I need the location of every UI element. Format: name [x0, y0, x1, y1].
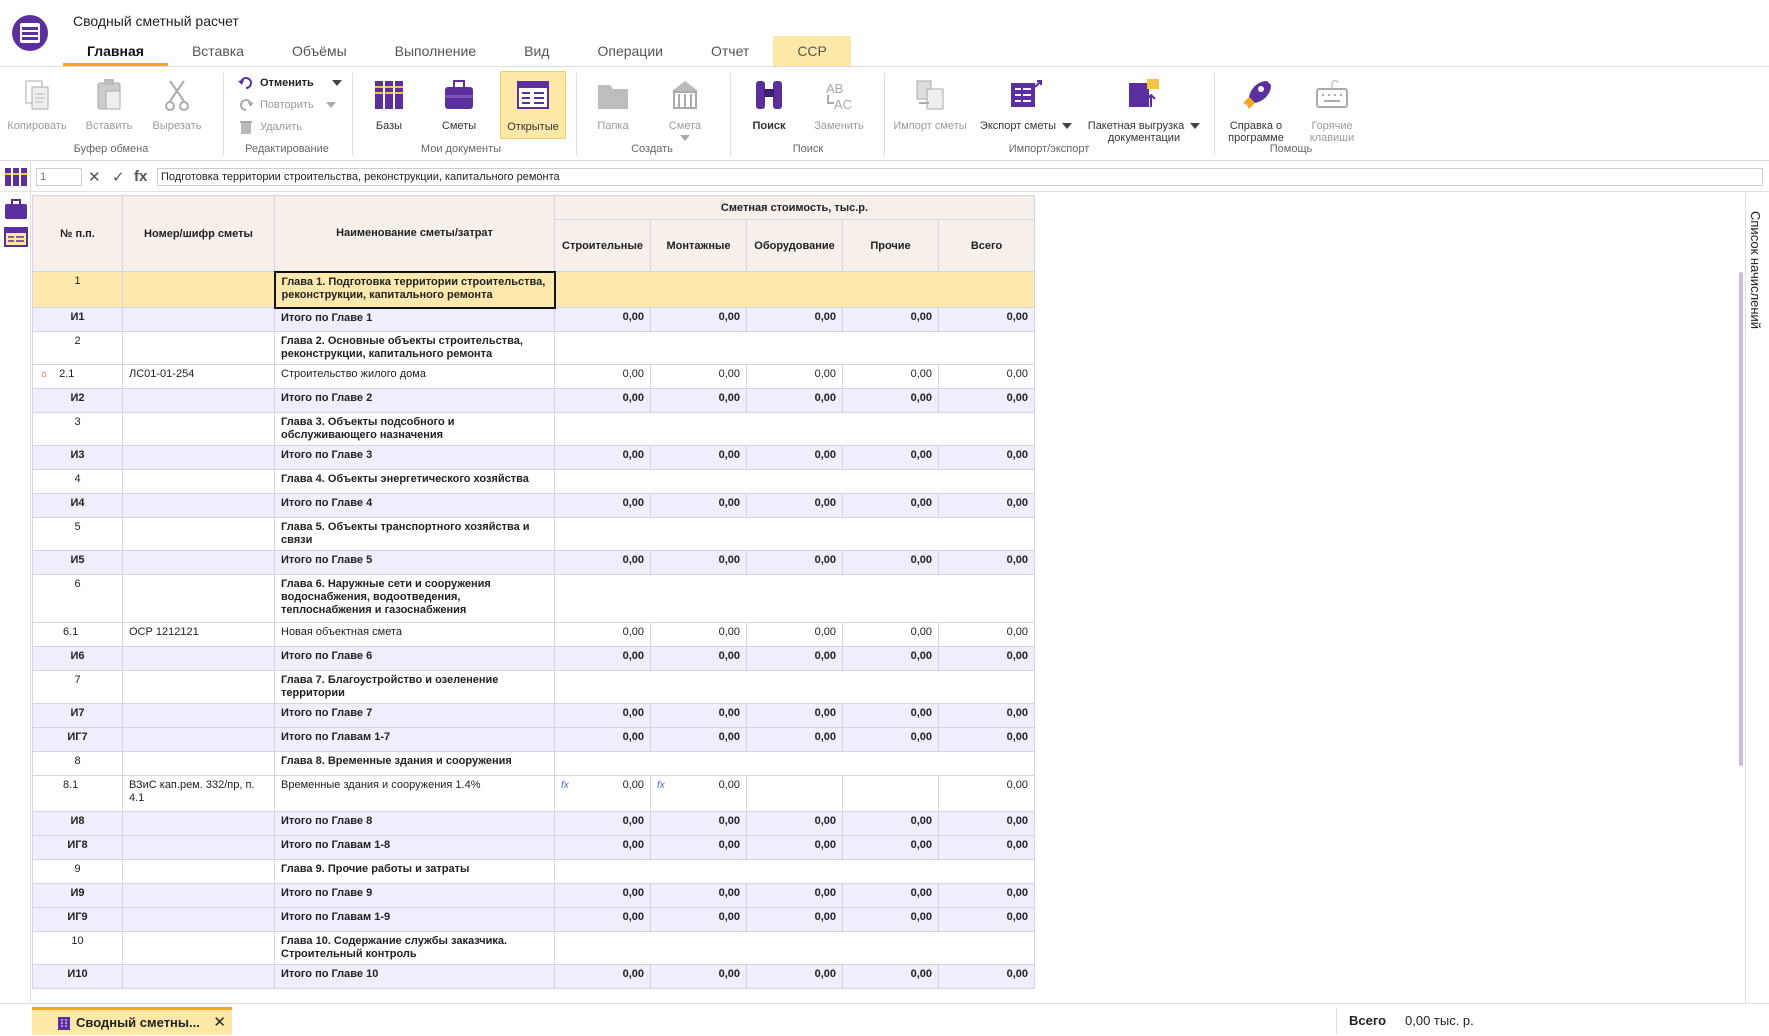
about-button[interactable]: Справка о программе	[1220, 77, 1292, 144]
bases-button[interactable]: Базы	[356, 77, 422, 132]
group-search	[736, 71, 880, 159]
table-row[interactable]: 6.1 ОСР 1212121 Новая объектная смета 0,00 0,00 0,00 0,00 0,00	[33, 623, 1035, 647]
total-value: 0,00 тыс. р.	[1405, 1013, 1474, 1028]
table-row[interactable]: 5 Глава 5. Объекты транспортного хозяйства и связи	[33, 518, 1035, 551]
svg-text:AB: AB	[826, 81, 844, 96]
header-build[interactable]: Строительные	[555, 220, 651, 272]
group-label-search: Поиск	[792, 143, 824, 155]
hotkeys-button[interactable]: Горячие клавиши	[1296, 77, 1368, 144]
document-tab-label: Сводный сметны...	[76, 1015, 200, 1030]
tab-insert[interactable]: Вставка	[191, 43, 244, 59]
document-tab[interactable]	[32, 1007, 232, 1035]
header-mount[interactable]: Монтажные	[651, 220, 747, 272]
group-label-create: Создать	[631, 143, 673, 155]
estimates-button[interactable]: Сметы	[426, 77, 492, 132]
group-editing	[226, 71, 348, 159]
cancel-edit-icon[interactable]: ✕	[88, 169, 101, 186]
replace-button[interactable]: AB AC Заменить	[806, 77, 872, 132]
table-row[interactable]: И8 Итого по Главе 8 0,00 0,00 0,00 0,00 0,00	[33, 812, 1035, 836]
function-icon[interactable]: fx	[134, 168, 148, 185]
table-row[interactable]: 7 Глава 7. Благоустройство и озеленение территории	[33, 671, 1035, 704]
header-cost[interactable]: Сметная стоимость, тыс.р.	[555, 196, 1035, 220]
table-row[interactable]: ИГ8 Итого по Главам 1-8 0,00 0,00 0,00 0,00 0,00	[33, 836, 1035, 860]
formula-icon: fx	[657, 780, 665, 791]
ribbon	[0, 67, 1769, 161]
header-num[interactable]: № п.п.	[33, 196, 123, 272]
paste-icon	[92, 77, 126, 113]
tab-execution[interactable]: Выполнение	[394, 43, 477, 59]
rocket-icon	[1239, 77, 1273, 113]
formula-icon: fx	[561, 780, 569, 791]
table-row[interactable]: И9 Итого по Главе 9 0,00 0,00 0,00 0,00 0,00	[33, 884, 1035, 908]
group-label-help: Помощь	[1269, 143, 1313, 155]
redo-button[interactable]: Повторить	[238, 95, 336, 115]
tab-view[interactable]: Вид	[524, 43, 550, 59]
table-row[interactable]: И3 Итого по Главе 3 0,00 0,00 0,00 0,00 0,00	[33, 446, 1035, 470]
table-row[interactable]: 10 Глава 10. Содержание службы заказчика. Строительный контроль	[33, 932, 1035, 965]
table-row[interactable]: ИГ9 Итого по Главам 1-9 0,00 0,00 0,00 0,00 0,00	[33, 908, 1035, 932]
find-button[interactable]: Поиск	[736, 77, 802, 132]
table-row[interactable]: И5 Итого по Главе 5 0,00 0,00 0,00 0,00 0,00	[33, 551, 1035, 575]
export-estimate-button[interactable]: Экспорт сметы	[976, 77, 1076, 132]
cut-button[interactable]: Вырезать	[144, 77, 210, 132]
table-row[interactable]: 1 Глава 1. Подготовка территории строительства, реконструкции, капитального ремонта	[33, 272, 1035, 308]
charges-list-tab[interactable]: Список начислений	[1748, 211, 1763, 330]
import-icon	[913, 77, 947, 113]
header-name[interactable]: Наименование сметы/затрат	[275, 196, 555, 272]
trash-icon	[238, 120, 254, 134]
keyboard-icon	[1315, 77, 1349, 113]
header-other[interactable]: Прочие	[843, 220, 939, 272]
close-icon[interactable]: ✕	[213, 1014, 226, 1031]
batch-export-button[interactable]: Пакетная выгрузка документации	[1084, 77, 1204, 144]
table-row[interactable]: 9 Глава 9. Прочие работы и затраты	[33, 860, 1035, 884]
group-label-clipboard: Буфер обмена	[73, 143, 149, 155]
header-equip[interactable]: Оборудование	[747, 220, 843, 272]
left-rail	[0, 162, 31, 1002]
folder-button[interactable]: Папка	[580, 77, 646, 132]
table-row[interactable]: 4 Глава 4. Объекты энергетического хозяйства	[33, 470, 1035, 494]
table-row[interactable]: 2 Глава 2. Основные объекты строительства, реконструкции, капитального ремонта	[33, 332, 1035, 365]
briefcase-icon[interactable]	[4, 198, 28, 220]
binoculars-icon	[752, 77, 786, 113]
table-row[interactable]: ☼ 2.1 ЛС01-01-254 Строительство жилого дома 0,00 0,00 0,00 0,00 0,00	[33, 365, 1035, 389]
right-rail	[1745, 193, 1769, 1003]
table-row[interactable]: И6 Итого по Главе 6 0,00 0,00 0,00 0,00 0,00	[33, 647, 1035, 671]
app-logo-icon	[20, 23, 40, 43]
table-row[interactable]: 8.1 ВЗиС кап.рем. 332/пр, п. 4.1 Временные здания и сооружения 1.4% fx 0,00 fx 0,00 0,00	[33, 776, 1035, 812]
undo-icon	[238, 76, 254, 90]
app-logo[interactable]	[12, 15, 48, 51]
table-row[interactable]: 8 Глава 8. Временные здания и сооружения	[33, 752, 1035, 776]
svg-text:AC: AC	[834, 97, 853, 112]
building-icon	[56, 1015, 72, 1031]
group-clipboard	[4, 71, 218, 159]
group-import-export	[888, 71, 1210, 159]
group-label-import-export: Импорт/экспорт	[1008, 143, 1090, 155]
estimate-grid	[32, 195, 1036, 1004]
create-estimate-button[interactable]: Смета	[652, 77, 718, 144]
batch-export-icon	[1127, 77, 1161, 113]
folder-icon	[596, 77, 630, 113]
building-icon	[668, 77, 702, 113]
table-row[interactable]: ИГ7 Итого по Главам 1-7 0,00 0,00 0,00 0,00 0,00	[33, 728, 1035, 752]
replace-icon	[822, 77, 856, 113]
table-row[interactable]: И4 Итого по Главе 4 0,00 0,00 0,00 0,00 0,00	[33, 494, 1035, 518]
formula-input[interactable]: Подготовка территории строительства, реконструкции, капитального ремонта	[157, 168, 1763, 186]
redo-icon	[238, 98, 254, 112]
cell-reference-input[interactable]	[36, 168, 82, 186]
status-bar	[0, 1003, 1769, 1036]
vertical-scrollbar[interactable]	[1739, 272, 1743, 766]
formula-bar	[0, 162, 1769, 192]
group-create	[580, 71, 724, 159]
table-row[interactable]: 6 Глава 6. Наружные сети и сооружения водоснабжения, водоотведения, теплоснабжения и газоснабжения	[33, 575, 1035, 623]
import-estimate-button[interactable]: Импорт сметы	[892, 77, 968, 132]
open-documents-button[interactable]: Открытые	[500, 71, 566, 139]
header-code[interactable]: Номер/шифр сметы	[123, 196, 275, 272]
open-documents-icon[interactable]	[4, 226, 28, 248]
scissors-icon	[160, 77, 194, 113]
table-row[interactable]: И2 Итого по Главе 2 0,00 0,00 0,00 0,00 0,00	[33, 389, 1035, 413]
header-total[interactable]: Всего	[939, 220, 1035, 272]
ribbon-tabs	[63, 36, 851, 66]
books-icon	[372, 77, 406, 113]
export-icon	[1009, 77, 1043, 113]
table-row[interactable]: И1 Итого по Главе 1 0,00 0,00 0,00 0,00 0,00	[33, 308, 1035, 332]
app-title: Сводный сметный расчет	[73, 13, 239, 29]
delete-button[interactable]: Удалить	[238, 117, 302, 137]
copy-icon	[20, 77, 54, 113]
undo-button[interactable]: Отменить	[238, 73, 342, 93]
copy-button[interactable]: Копировать	[4, 77, 70, 132]
warning-icon: ☼	[39, 368, 50, 380]
table-row[interactable]: И7 Итого по Главе 7 0,00 0,00 0,00 0,00 0,00	[33, 704, 1035, 728]
tab-ccp[interactable]: ССР	[773, 36, 851, 66]
tab-volumes[interactable]: Объёмы	[291, 43, 347, 59]
group-my-documents	[356, 71, 566, 159]
tab-operations[interactable]: Операции	[597, 43, 663, 59]
briefcase-icon	[442, 77, 476, 113]
table-row[interactable]: 3 Глава 3. Объекты подсобного и обслуживающего назначения	[33, 413, 1035, 446]
books-icon[interactable]	[4, 166, 28, 188]
tab-report[interactable]: Отчет	[710, 43, 750, 59]
grid-table	[32, 195, 1035, 989]
table-row[interactable]: И10 Итого по Главе 10 0,00 0,00 0,00 0,00 0,00	[33, 965, 1035, 989]
group-help	[1218, 71, 1364, 159]
group-label-my-documents: Мои документы	[420, 143, 502, 155]
paste-button[interactable]: Вставить	[76, 77, 142, 132]
tab-main[interactable]: Главная	[63, 36, 168, 66]
confirm-edit-icon[interactable]: ✓	[112, 169, 125, 186]
open-documents-icon	[516, 78, 550, 114]
total-label: Всего	[1349, 1013, 1387, 1028]
group-label-editing: Редактирование	[245, 143, 329, 155]
